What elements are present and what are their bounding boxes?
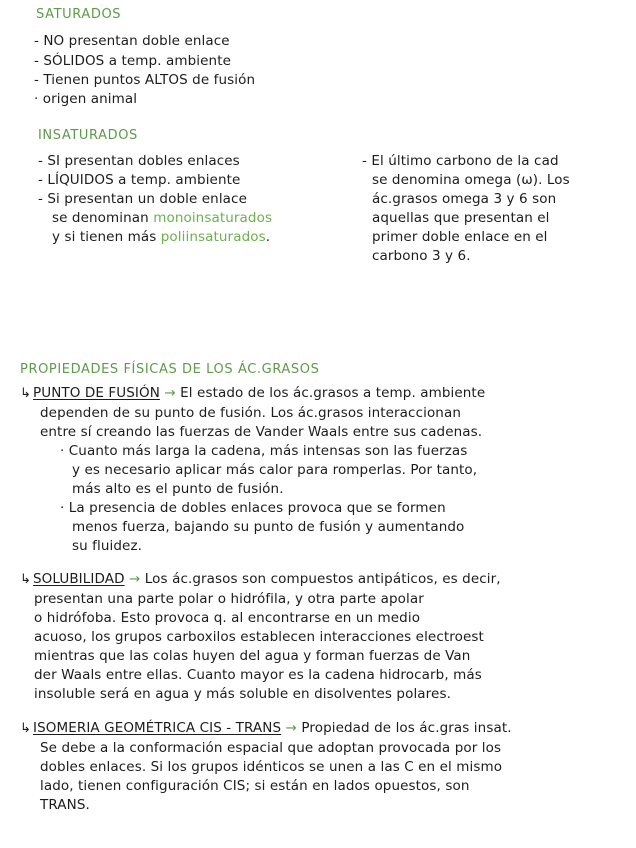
fusion-bullet-2-line-2: menos fuerza, bajando su punto de fusión y aumentando	[72, 519, 465, 535]
punto-fusion-line-1	[20, 384, 485, 403]
solubilidad-text-1: Los ác.grasos son compuestos antipáticos, es decir,	[144, 571, 501, 587]
arrow-right-icon: →	[285, 720, 297, 736]
insaturados-line-4	[52, 209, 272, 228]
fusion-bullet-1-line-3: más alto es el punto de fusión.	[72, 481, 284, 497]
solubilidad-line-6: der Waals entre ellas. Cuanto mayor es la cadena hidrocarb, más	[34, 667, 482, 683]
solubilidad-title: SOLUBILIDAD	[33, 571, 125, 587]
saturados-heading: SATURADOS	[36, 7, 122, 22]
solubilidad-line-3: o hidrófoba. Esto provoca q. al encontrarse en un medio	[34, 610, 421, 626]
fusion-bullet-1-line-2: y es necesario aplicar más calor para romperlas. Por tanto,	[72, 462, 478, 478]
fusion-bullet-2-line-3: su fluidez.	[72, 538, 143, 554]
solubilidad-line-2: presentan una parte polar o hidrófila, y otra parte apolar	[34, 591, 424, 607]
isomeria-title: ISOMERIA GEOMÉTRICA CIS - TRANS	[33, 720, 282, 736]
insaturados-heading: INSATURADOS	[38, 128, 138, 143]
punto-fusion-line-2: dependen de su punto de fusión. Los ác.grasos interaccionan	[40, 405, 461, 421]
omega-line-4: aquellas que presentan el	[372, 210, 550, 226]
isomeria-line-5: TRANS.	[40, 797, 90, 813]
monoinsaturados-term: monoinsaturados	[153, 210, 273, 226]
saturados-line-1: - NO presentan doble enlace	[34, 33, 230, 49]
fusion-bullet-1-line-1: · Cuanto más larga la cadena, más intensas son las fuerzas	[60, 443, 468, 459]
isomeria-text-1: Propiedad de los ác.gras insat.	[301, 720, 512, 736]
solubilidad-line-4: acuoso, los grupos carboxilos establecen interacciones electroest	[34, 629, 484, 645]
hook-arrow-icon: ↳	[20, 386, 31, 401]
punto-fusion-line-3: entre sí creando las fuerzas de Vander Waals entre sus cadenas.	[40, 424, 483, 440]
omega-line-3: ác.grasos omega 3 y 6 son	[372, 191, 557, 207]
isomeria-line-3: dobles enlaces. Si los grupos idénticos se unen a las C en el mismo	[40, 759, 503, 775]
insaturados-line-1: - SI presentan dobles enlaces	[38, 153, 240, 169]
solubilidad-line-1	[20, 570, 501, 589]
saturados-line-2: - SÓLIDOS a temp. ambiente	[34, 53, 232, 69]
omega-line-6: carbono 3 y 6.	[372, 248, 471, 264]
poliinsaturados-term: poliinsaturados	[160, 229, 266, 245]
hook-arrow-icon: ↳	[20, 572, 31, 587]
saturados-line-3: - Tienen puntos ALTOS de fusión	[34, 72, 256, 88]
solubilidad-line-7: insoluble será en agua y más soluble en disolventes polares.	[34, 686, 451, 702]
punto-fusion-title: PUNTO DE FUSIÓN	[33, 385, 160, 401]
omega-line-1: - El último carbono de la cad	[362, 153, 559, 169]
fusion-bullet-2-line-1: · La presencia de dobles enlaces provoca que se formen	[60, 500, 446, 516]
punto-fusion-text-1: El estado de los ác.grasos a temp. ambiente	[180, 385, 486, 401]
isomeria-line-2: Se debe a la conformación espacial que adoptan provocada por los	[40, 740, 502, 756]
omega-line-2: se denomina omega (ω). Los	[372, 172, 570, 188]
insaturados-line-5-suffix: .	[265, 229, 271, 245]
insaturados-line-4-prefix: se denominan	[52, 210, 154, 226]
insaturados-line-3: - Si presentan un doble enlace	[38, 191, 247, 207]
insaturados-line-2: - LÍQUIDOS a temp. ambiente	[38, 172, 241, 188]
arrow-right-icon: →	[164, 385, 176, 401]
isomeria-line-4: lado, tienen configuración CIS; si están en lados opuestos, son	[40, 778, 470, 794]
insaturados-line-5	[52, 228, 270, 247]
omega-line-5: primer doble enlace en el	[372, 229, 548, 245]
hook-arrow-icon: ↳	[20, 721, 31, 736]
saturados-line-4: · origen animal	[34, 91, 138, 107]
isomeria-line-1	[20, 719, 512, 738]
solubilidad-line-5: mientras que las colas huyen del agua y forman fuerzas de Van	[34, 648, 471, 664]
insaturados-line-5-prefix: y si tienen más	[52, 229, 161, 245]
propiedades-heading: PROPIEDADES FÍSICAS DE LOS ÁC.GRASOS	[20, 362, 320, 377]
arrow-right-icon: →	[128, 571, 141, 587]
